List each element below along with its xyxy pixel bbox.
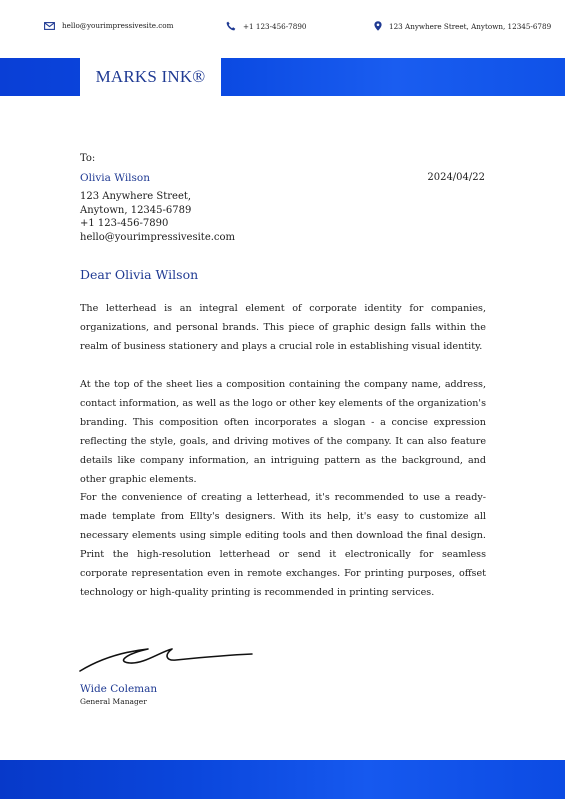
contact-email <box>44 21 173 30</box>
recipient-address <box>80 190 235 245</box>
address-line: Anytown, 12345-6789 <box>80 204 192 216</box>
signer-name: Wide Coleman <box>80 683 158 695</box>
footer-band <box>0 760 565 799</box>
recipient-name: Olivia Wilson <box>80 172 151 184</box>
contact-email-text: hello@yourimpressivesite.com <box>62 21 174 30</box>
mail-icon <box>44 22 55 30</box>
contact-address <box>374 21 551 31</box>
recipient-phone: +1 123-456-7890 <box>80 218 169 230</box>
logo-text: MARKS INK® <box>95 67 206 86</box>
to-label: To: <box>80 153 96 164</box>
logo <box>80 58 221 96</box>
contact-bar <box>0 0 565 56</box>
body-paragraph: The letterhead is an integral element of corporate identity for companies, organizations, and personal brands. This piece of graphic design falls within the realm of business stationery and plays a crucial role in establishing visual identity. <box>80 303 486 352</box>
letter-date: 2024/04/22 <box>427 172 485 183</box>
recipient-email: hello@yourimpressivesite.com <box>80 232 236 244</box>
location-pin-icon <box>374 21 382 31</box>
contact-phone <box>226 21 306 31</box>
signer-title: General Manager <box>80 697 147 706</box>
greeting: Dear Olivia Wilson <box>80 267 199 282</box>
address-line: 123 Anywhere Street, <box>80 191 192 202</box>
body-paragraph: At the top of the sheet lies a composition containing the company name, address, contact information, as well as the logo or other key elements of the organization's branding. This composition often incorporates a slogan - a concise expression reflecting the style, goals, and driving motives of the company. It can also feature details like company information, an intriguing pattern as the background, and other graphic elements. <box>80 379 486 485</box>
phone-icon <box>226 21 236 31</box>
body-paragraph: For the convenience of creating a letterhead, it's recommended to use a ready-made template from Ellty's designers. With its help, it's easy to customize all necessary elements using simple editing tools and then download the final design. Print the high-resolution letterhead or send it electronically for seamless corporate representation even in remote exchanges. For printing purposes, offset technology or high-quality printing is recommended in printing services. <box>80 492 486 598</box>
contact-address-text: 123 Anywhere Street, Anytown, 12345-6789 <box>389 21 552 31</box>
signature <box>78 640 258 676</box>
contact-phone-text: +1 123-456-7890 <box>243 21 307 31</box>
